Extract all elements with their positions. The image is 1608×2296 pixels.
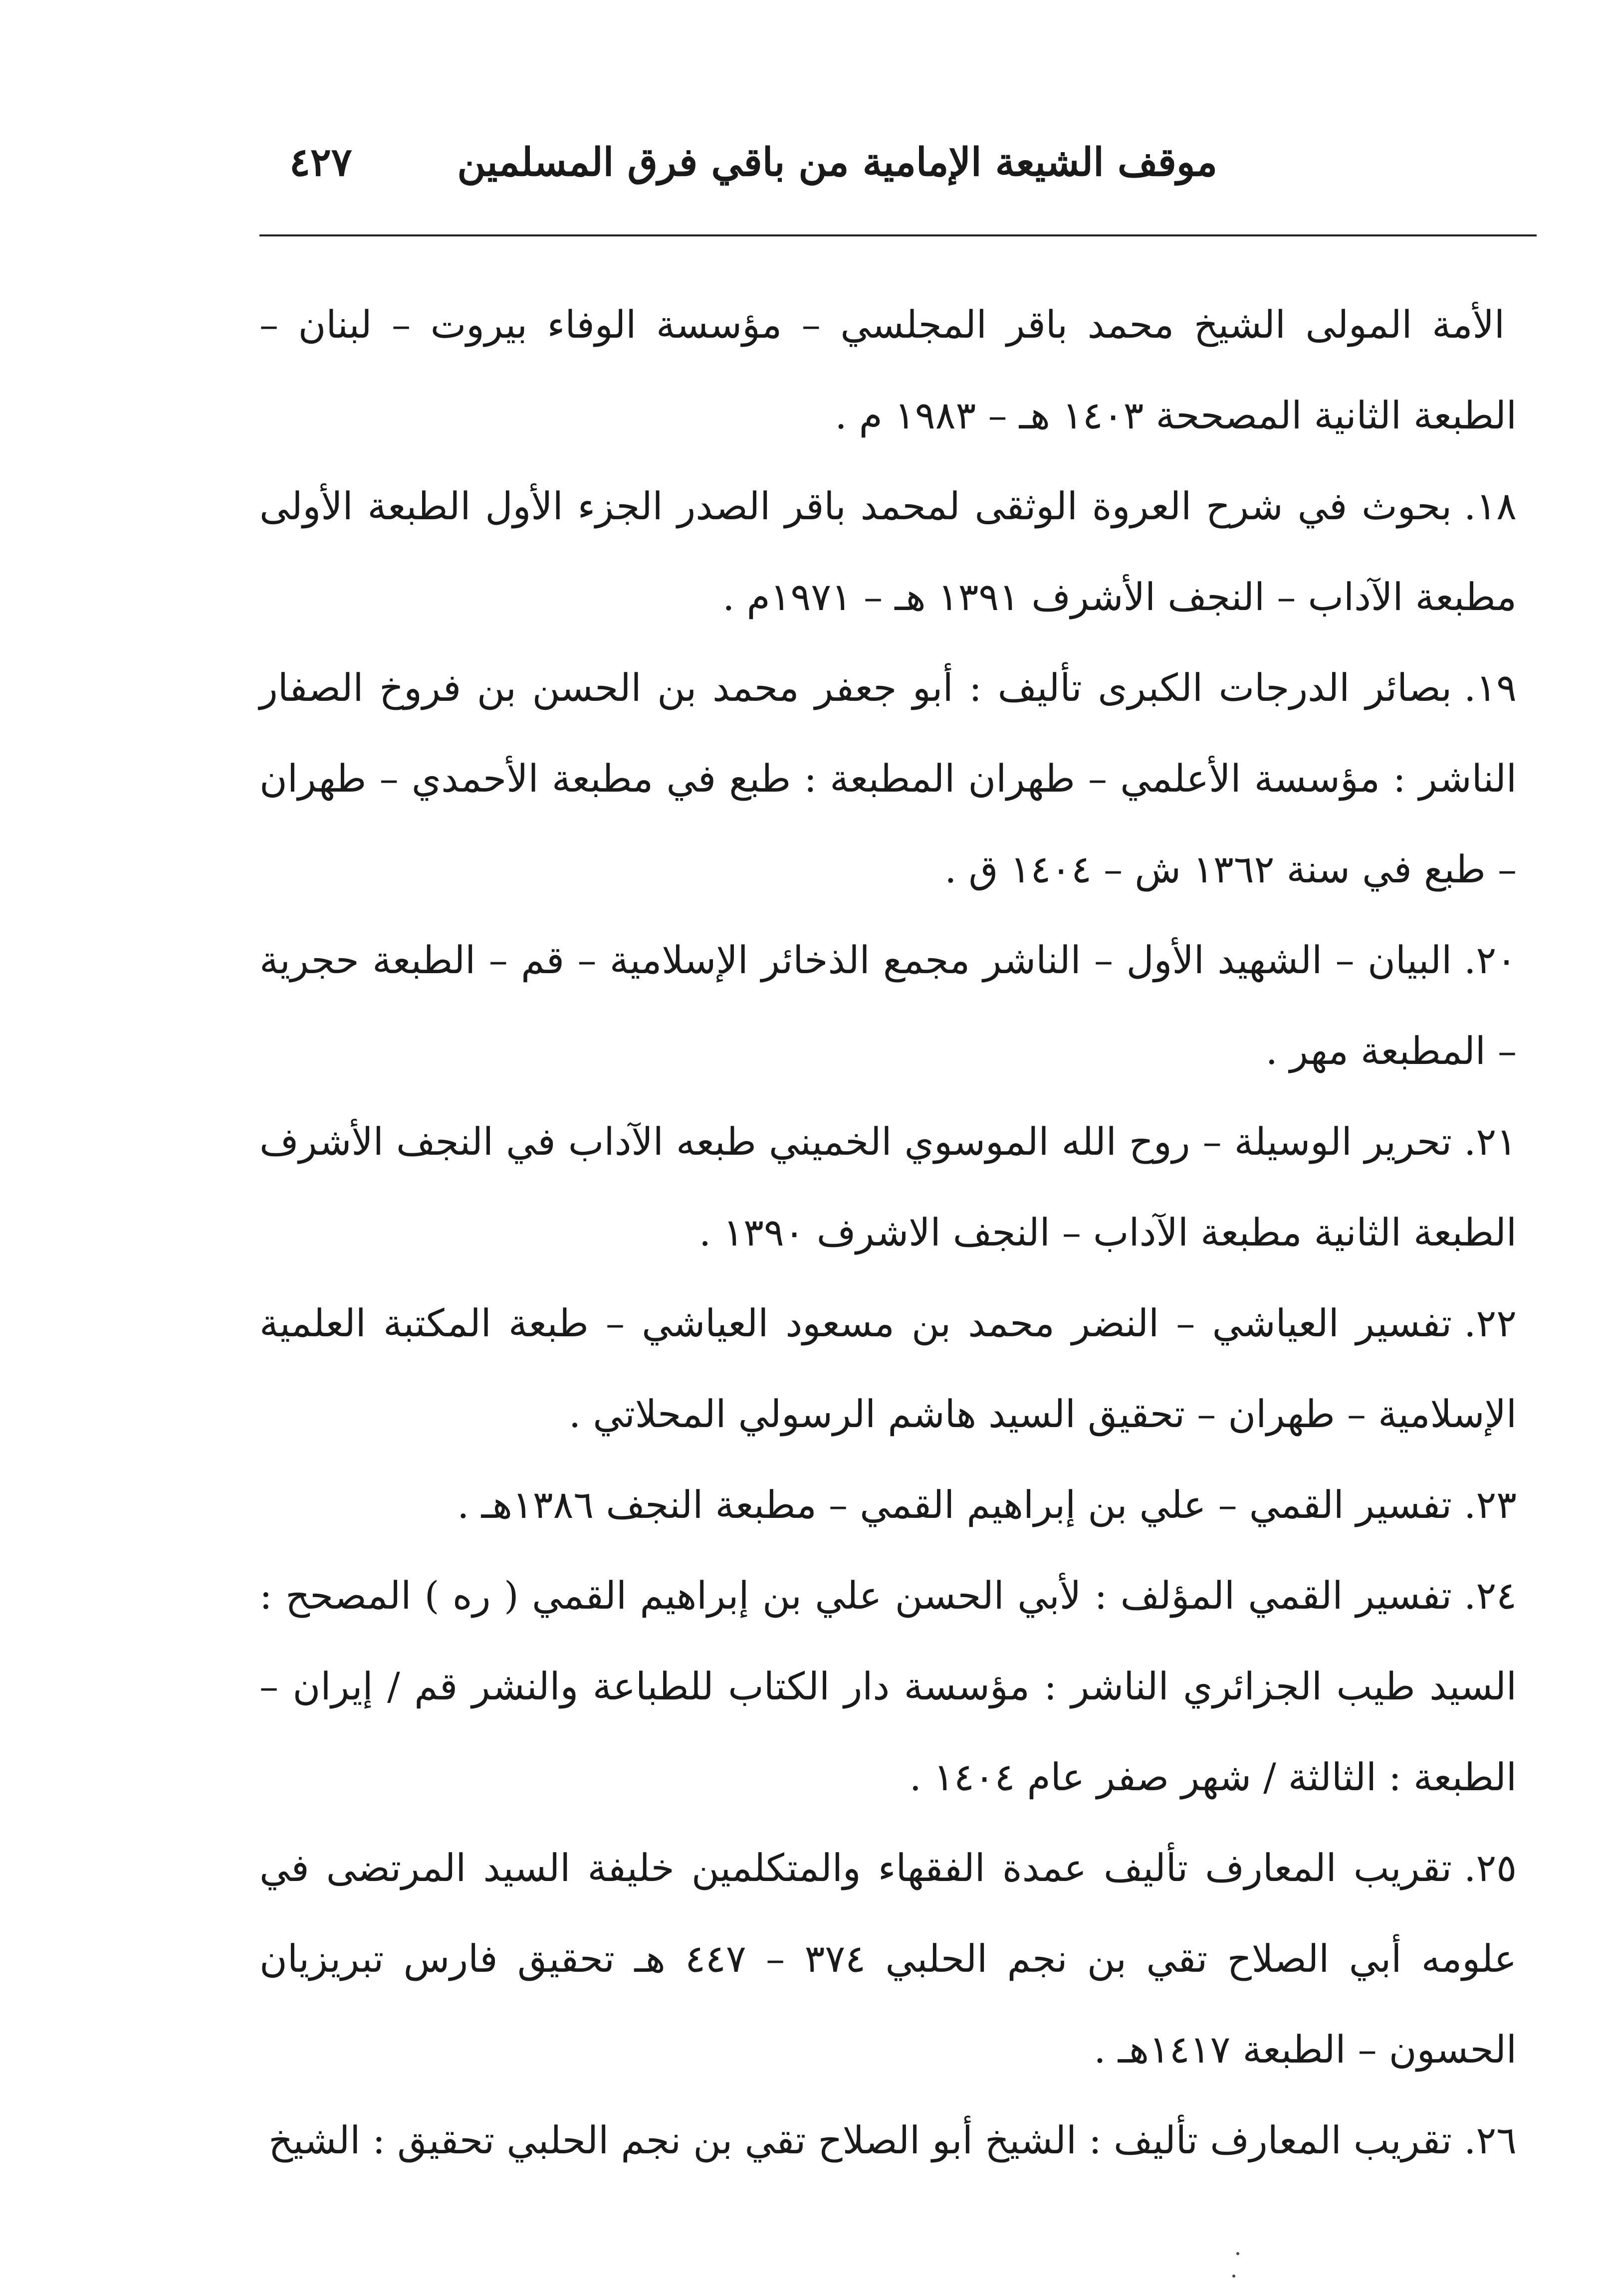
scan-speck — [1232, 2275, 1235, 2278]
entry-number: ٢٤. — [1464, 1573, 1517, 1618]
bibliography-entry — [259, 1550, 1517, 1823]
page-number: ٤٢٧ — [289, 140, 352, 185]
bibliography-entry — [259, 1278, 1517, 1460]
bibliography-entry — [259, 279, 1517, 461]
bibliography-entry — [259, 1823, 1517, 2095]
entry-text: تقريب المعارف تأليف : الشيخ أبو الصلاح تقي بن نجم الحلبي تحقيق : الشيخ — [268, 2118, 1452, 2162]
entry-text: تفسير القمي – علي بن إبراهيم القمي – مطبعة النجف ١٣٨٦هـ . — [457, 1482, 1452, 1527]
entry-number: ٢٢. — [1464, 1301, 1517, 1345]
bibliography-entry — [259, 1096, 1517, 1278]
entry-text: بحوث في شرح العروة الوثقى لمحمد باقر الصدر الجزء الأول الطبعة الأولى مطبعة الآداب – النجف الأشرف ١٣٩١ هـ – ١٩٧١م . — [259, 484, 1517, 619]
bibliography-entry — [259, 915, 1517, 1096]
entry-number: ١٩. — [1464, 665, 1517, 710]
scan-speck — [1236, 2252, 1239, 2255]
entry-text: الأمة المولى الشيخ محمد باقر المجلسي – مؤسسة الوفاء بيروت – لبنان – الطبعة الثانية المصححة ١٤٠٣ هـ – ١٩٨٣ م . — [259, 302, 1517, 437]
bibliography-entry — [259, 1460, 1517, 1550]
entry-text: بصائر الدرجات الكبرى تأليف : أبو جعفر محمد بن الحسن بن فروخ الصفار الناشر : مؤسسة الأعلمي – طهران المطبعة : طبع في مطبعة الأحمدي – طهران – طبع في سنة ١٣٦٢ ش – ١٤٠٤ ق . — [259, 665, 1517, 891]
entry-text: البيان – الشهيد الأول – الناشر مجمع الذخائر الإسلامية – قم – الطبعة حجرية – المطبعة مهر . — [259, 938, 1517, 1073]
bibliography-entry — [259, 2095, 1517, 2186]
entry-text: تفسير القمي المؤلف : لأبي الحسن علي بن إبراهيم القمي ( ره ) المصحح : السيد طيب الجزائري الناشر : مؤسسة دار الكتاب للطباعة والنشر قم / إيران – الطبعة : الثالثة / شهر صفر عام ١٤٠٤ . — [259, 1573, 1517, 1799]
entry-number: ١٨. — [1464, 484, 1517, 528]
entry-text: تحرير الوسيلة – روح الله الموسوي الخميني طبعه الآداب في النجف الأشرف الطبعة الثانية مطبعة الآداب – النجف الاشرف ١٣٩٠ . — [259, 1119, 1517, 1254]
running-header — [259, 135, 1537, 205]
header-title: موقف الشيعة الإمامية من باقي فرق المسلمين — [457, 140, 1217, 185]
entry-number: ٢٣. — [1464, 1482, 1517, 1527]
entry-text: تفسير العياشي – النضر محمد بن مسعود العياشي – طبعة المكتبة العلمية الإسلامية – طهران – تحقيق السيد هاشم الرسولي المحلاتي . — [259, 1301, 1517, 1436]
entry-text: تقريب المعارف تأليف عمدة الفقهاء والمتكلمين خليفة السيد المرتضى في علومه أبي الصلاح تقي بن نجم الحلبي ٣٧٤ – ٤٤٧ هـ تحقيق فارس تبريزيان الحسون – الطبعة ١٤١٧هـ . — [259, 1846, 1517, 2072]
entry-number: ٢٦. — [1464, 2118, 1517, 2162]
entry-number: ٢١. — [1464, 1119, 1517, 1164]
entry-number: ٢٠. — [1464, 938, 1517, 982]
entry-number: ٢٥. — [1464, 1846, 1517, 1890]
header-divider — [259, 234, 1537, 236]
bibliography-entry — [259, 642, 1517, 915]
bibliography-list — [259, 279, 1517, 2186]
bibliography-entry — [259, 461, 1517, 642]
